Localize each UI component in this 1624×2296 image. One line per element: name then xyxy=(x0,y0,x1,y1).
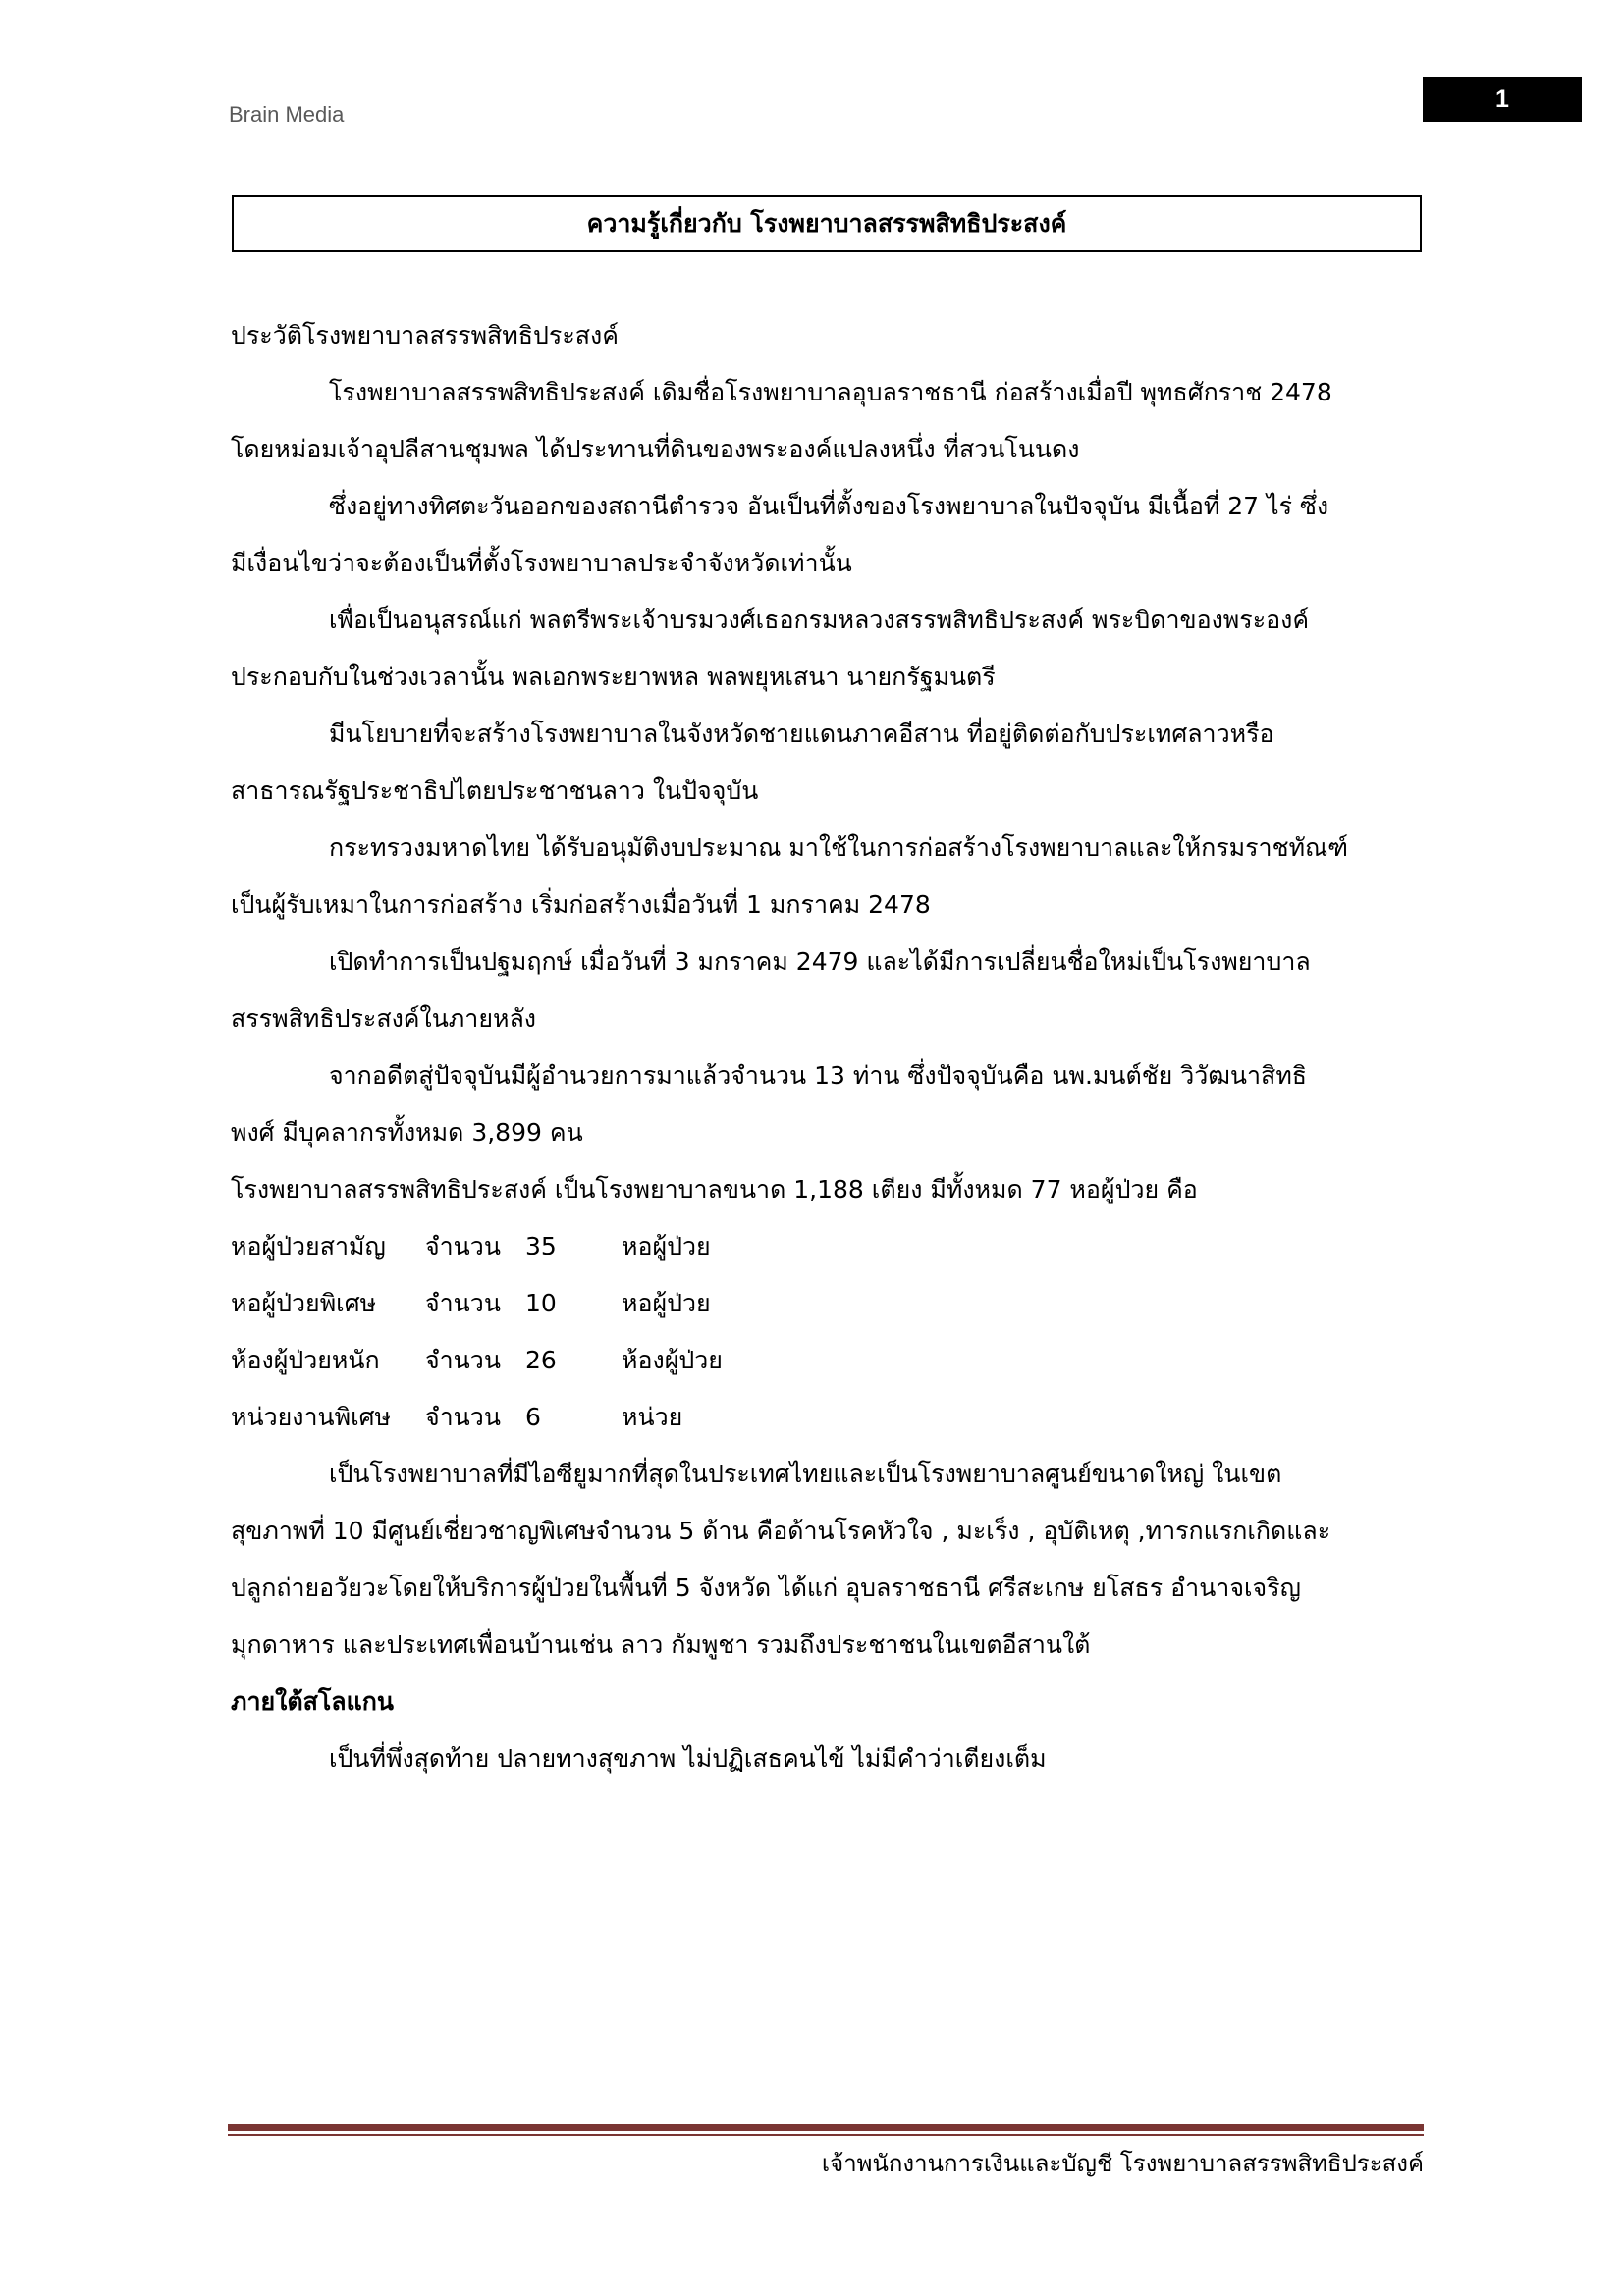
ward-count-label: จำนวน xyxy=(425,1232,501,1260)
paragraph-line: เปิดทำการเป็นปฐมฤกษ์ เมื่อวันที่ 3 มกราคม 2479 และได้มีการเปลี่ยนชื่อใหม่เป็นโรงพยาบาล xyxy=(329,947,1311,976)
ward-row xyxy=(231,1389,1429,1446)
paragraph-line: จากอดีตสู่ปัจจุบันมีผู้อำนวยการมาแล้วจำนวน 13 ท่าน ซึ่งปัจจุบันคือ นพ.มนต์ชัย วิวัฒนาสิทธิ xyxy=(329,1061,1308,1090)
ward-count: 10 xyxy=(525,1289,557,1317)
paragraph-line: มีนโยบายที่จะสร้างโรงพยาบาลในจังหวัดชายแดนภาคอีสาน ที่อยู่ติดต่อกับประเทศลาวหรือ xyxy=(329,720,1274,748)
paragraph-line: โรงพยาบาลสรรพสิทธิประสงค์ เดิมชื่อโรงพยาบาลอุบลราชธานี ก่อสร้างเมื่อปี พุทธศักราช 2478 xyxy=(329,378,1332,406)
paragraph-line: กระทรวงมหาดไทย ได้รับอนุมัติงบประมาณ มาใช้ในการก่อสร้างโรงพยาบาลและให้กรมราชทัณฑ์ xyxy=(329,833,1348,862)
paragraph-line: เป็นผู้รับเหมาในการก่อสร้าง เริ่มก่อสร้างเมื่อวันที่ 1 มกราคม 2478 xyxy=(231,890,931,919)
paragraph-line: พงศ์ มีบุคลากรทั้งหมด 3,899 คน xyxy=(231,1118,583,1147)
paragraph-line: โดยหม่อมเจ้าอุปลีสานชุมพล ได้ประทานที่ดินของพระองค์แปลงหนึ่ง ที่สวนโนนดง xyxy=(231,435,1080,463)
brand-name: Brain Media xyxy=(229,102,345,127)
history-heading: ประวัติโรงพยาบาลสรรพสิทธิประสงค์ xyxy=(231,321,619,349)
ward-count-label: จำนวน xyxy=(425,1289,501,1317)
paragraph-line: ประกอบกับในช่วงเวลานั้น พลเอกพระยาพหล พลพยุหเสนา นายกรัฐมนตรี xyxy=(231,663,996,691)
ward-unit: หอผู้ป่วย xyxy=(622,1289,711,1317)
ward-row xyxy=(231,1275,1429,1332)
ward-count: 35 xyxy=(525,1232,557,1260)
ward-unit: ห้องผู้ป่วย xyxy=(622,1346,723,1374)
paragraph-line: สรรพสิทธิประสงค์ในภายหลัง xyxy=(231,1004,536,1033)
footer-rule xyxy=(228,2124,1424,2131)
ward-row xyxy=(231,1218,1429,1275)
ward-unit: หน่วย xyxy=(622,1403,683,1431)
footer-rule-thin xyxy=(228,2134,1424,2136)
slogan-heading: ภายใต้สโลแกน xyxy=(231,1687,394,1716)
ward-count-label: จำนวน xyxy=(425,1403,501,1431)
document-title: ความรู้เกี่ยวกับ โรงพยาบาลสรรพสิทธิประสงค์ xyxy=(232,195,1422,252)
ward-name: หน่วยงานพิเศษ xyxy=(231,1403,391,1431)
ward-row xyxy=(231,1332,1429,1389)
paragraph-line: ซึ่งอยู่ทางทิศตะวันออกของสถานีตำรวจ อันเป็นที่ตั้งของโรงพยาบาลในปัจจุบัน มีเนื้อที่ 27 ไร่ ซึ่ง xyxy=(329,492,1329,520)
footer-text: เจ้าพนักงานการเงินและบัญชี โรงพยาบาลสรรพสิทธิประสงค์ xyxy=(821,2150,1424,2177)
paragraph-line: เพื่อเป็นอนุสรณ์แก่ พลตรีพระเจ้าบรมวงศ์เธอกรมหลวงสรรพสิทธิประสงค์ พระบิดาของพระองค์ xyxy=(329,606,1310,634)
document-body xyxy=(231,307,1429,1788)
ward-name: หอผู้ป่วยพิเศษ xyxy=(231,1289,377,1317)
ward-unit: หอผู้ป่วย xyxy=(622,1232,711,1260)
ward-count: 6 xyxy=(525,1403,541,1431)
page-number: 1 xyxy=(1423,77,1582,122)
paragraph-line: มุกดาหาร และประเทศเพื่อนบ้านเช่น ลาว กัมพูชา รวมถึงประชาชนในเขตอีสานใต้ xyxy=(231,1630,1091,1659)
ward-name: ห้องผู้ป่วยหนัก xyxy=(231,1346,380,1374)
ward-count-label: จำนวน xyxy=(425,1346,501,1374)
ward-count: 26 xyxy=(525,1346,557,1374)
paragraph-line: ปลูกถ่ายอวัยวะโดยให้บริการผู้ป่วยในพื้นที่ 5 จังหวัด ได้แก่ อุบลราชธานี ศรีสะเกษ ยโสธร อำนาจเจริญ xyxy=(231,1574,1301,1602)
paragraph-line: สุขภาพที่ 10 มีศูนย์เชี่ยวชาญพิเศษจำนวน 5 ด้าน คือด้านโรคหัวใจ , มะเร็ง , อุบัติเหตุ ,ทารกแรกเกิดและ xyxy=(231,1517,1331,1545)
ward-name: หอผู้ป่วยสามัญ xyxy=(231,1232,386,1260)
paragraph-line: เป็นโรงพยาบาลที่มีไอซียูมากที่สุดในประเทศไทยและเป็นโรงพยาบาลศูนย์ขนาดใหญ่ ในเขต xyxy=(329,1460,1282,1488)
paragraph-line: โรงพยาบาลสรรพสิทธิประสงค์ เป็นโรงพยาบาลขนาด 1,188 เตียง มีทั้งหมด 77 หอผู้ป่วย คือ xyxy=(231,1175,1198,1203)
slogan-text: เป็นที่พึ่งสุดท้าย ปลายทางสุขภาพ ไม่ปฏิเสธคนไข้ ไม่มีคำว่าเตียงเต็ม xyxy=(329,1744,1047,1773)
paragraph-line: สาธารณรัฐประชาธิปไตยประชาชนลาว ในปัจจุบัน xyxy=(231,776,759,805)
paragraph-line: มีเงื่อนไขว่าจะต้องเป็นที่ตั้งโรงพยาบาลประจำจังหวัดเท่านั้น xyxy=(231,549,852,577)
